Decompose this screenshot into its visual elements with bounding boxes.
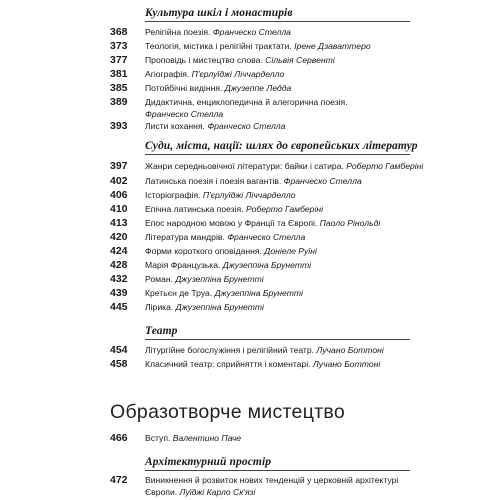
toc-entry <box>0 259 500 273</box>
entry-page-number: 466 <box>110 432 128 444</box>
entry-text <box>145 217 490 229</box>
section-rule <box>145 154 410 155</box>
part-heading: Образотворче мистецтво <box>110 401 345 423</box>
entry-page-number: 445 <box>110 301 128 313</box>
entry-title: Дидактична, енциклопедична й алегорична поезія. <box>145 97 348 107</box>
entry-page-number: 432 <box>110 273 128 285</box>
toc-entry <box>0 287 500 301</box>
entry-page-number: 385 <box>110 82 128 94</box>
entry-title: Потойбічні видіння. <box>145 83 223 93</box>
entry-author: Франческо Стелла <box>227 232 306 242</box>
entry-page-number: 428 <box>110 259 128 271</box>
toc-entry <box>0 40 500 54</box>
entry-author: Ірене Дзаваттеро <box>294 41 371 51</box>
entry-text <box>145 474 490 498</box>
entry-text <box>145 82 490 94</box>
toc-entry <box>0 474 500 500</box>
entry-text <box>145 26 490 38</box>
entry-text <box>145 54 490 66</box>
entry-author: Джузеппіна Брунетті <box>175 302 264 312</box>
toc-entry <box>0 245 500 259</box>
entry-page-number: 454 <box>110 344 128 356</box>
section-heading-theatre: Театр <box>145 325 178 337</box>
entry-text <box>145 231 490 243</box>
entry-title: Марія Французька. <box>145 260 221 270</box>
entry-page-number: 472 <box>110 474 128 486</box>
section-rule <box>145 21 410 22</box>
section-rule <box>145 470 410 471</box>
entry-title: Історіографія. <box>145 190 201 200</box>
entry-text <box>145 160 490 172</box>
entry-text <box>145 273 490 285</box>
toc-entry <box>0 301 500 315</box>
entry-author: П'єрлуїджі Ліччарделло <box>202 190 296 200</box>
entry-page-number: 424 <box>110 245 128 257</box>
entry-text <box>145 40 490 52</box>
entry-author: Франческо Стелла <box>283 176 362 186</box>
entry-title: Роман. <box>145 274 173 284</box>
entry-text <box>145 432 490 444</box>
toc-entry <box>0 26 500 40</box>
entry-page-number: 410 <box>110 203 128 215</box>
entry-title: Листи кохання. <box>145 121 205 131</box>
toc-entry <box>0 231 500 245</box>
entry-author: Франческо Стелла <box>212 27 291 37</box>
section-rule <box>145 339 410 340</box>
entry-text <box>145 245 490 257</box>
entry-text <box>145 175 490 187</box>
entry-title: Класичний театр: сприйняття і коментарі. <box>145 359 311 369</box>
entry-page-number: 397 <box>110 160 128 172</box>
toc-entry <box>0 82 500 96</box>
toc-entry <box>0 68 500 82</box>
entry-page-number: 402 <box>110 175 128 187</box>
entry-author: Джузеппіна Брунетті <box>214 288 303 298</box>
entry-title: Вступ. <box>145 433 171 443</box>
toc-entry <box>0 189 500 203</box>
entry-author: Сільвія Сервенті <box>265 55 335 65</box>
entry-text <box>145 189 490 201</box>
entry-page-number: 373 <box>110 40 128 52</box>
toc-entry <box>0 120 500 134</box>
entry-title: Латинська поезія і поезія вагантів. <box>145 176 282 186</box>
entry-author: Роберто Гамберіні <box>245 204 324 214</box>
toc-entry <box>0 54 500 68</box>
entry-author: П'єрлуїджі Ліччарделло <box>191 69 285 79</box>
entry-author: Франческо Стелла <box>145 109 224 119</box>
toc-entry <box>0 160 500 174</box>
toc-entry <box>0 175 500 189</box>
section-heading-courts: Суди, міста, нації: шлях до європейських літератур <box>145 140 418 152</box>
toc-entry <box>0 217 500 231</box>
entry-page-number: 393 <box>110 120 128 132</box>
entry-author: Луїджі Карло Ск'язі <box>179 487 256 497</box>
entry-page-number: 420 <box>110 231 128 243</box>
entry-title-continued: Європи. <box>145 487 178 497</box>
entry-author: Доніеле Руїні <box>264 246 317 256</box>
entry-title: Агіографія. <box>145 69 190 79</box>
toc-entry <box>0 203 500 217</box>
entry-author: Франческо Стелла <box>207 121 286 131</box>
entry-title: Література мандрів. <box>145 232 225 242</box>
entry-title: Літургійне богослужіння і релігійний театр. <box>145 345 315 355</box>
entry-text <box>145 68 490 80</box>
entry-text <box>145 120 490 132</box>
entry-author: Паоло Рінольді <box>319 218 381 228</box>
entry-author: Джузеппе Ледда <box>224 83 292 93</box>
entry-title: Форми короткого оповідання. <box>145 246 262 256</box>
entry-title: Проповідь і мистецтво слова. <box>145 55 263 65</box>
entry-title: Лірика. <box>145 302 174 312</box>
entry-author: Роберто Гамберіні <box>346 161 424 171</box>
toc-entry <box>0 273 500 287</box>
entry-title: Епос народною мовою у Франції та Європі. <box>145 218 318 228</box>
entry-author: Валентино Паче <box>172 433 242 443</box>
entry-title: Кретьєн де Труа. <box>145 288 213 298</box>
entry-text <box>145 96 490 120</box>
entry-text <box>145 344 490 356</box>
entry-page-number: 406 <box>110 189 128 201</box>
entry-page-number: 439 <box>110 287 128 299</box>
entry-title: Релігійна поезія. <box>145 27 211 37</box>
entry-author: Лучано Боттоні <box>316 345 384 355</box>
entry-text <box>145 259 490 271</box>
entry-text <box>145 301 490 313</box>
entry-text <box>145 203 490 215</box>
section-heading-architecture: Архітектурний простір <box>145 456 272 468</box>
entry-title: Жанри середньовічної літератури: байки і сатира. <box>145 161 344 171</box>
toc-entry <box>0 432 500 446</box>
entry-page-number: 458 <box>110 358 128 370</box>
entry-title: Теологія, містика і релігійні трактати. <box>145 41 292 51</box>
entry-title: Епічна латинська поезія. <box>145 204 244 214</box>
entry-text <box>145 358 490 370</box>
toc-entry <box>0 344 500 358</box>
entry-page-number: 413 <box>110 217 128 229</box>
entry-page-number: 389 <box>110 96 128 108</box>
entry-author: Лучано Боттоні <box>312 359 381 369</box>
entry-page-number: 368 <box>110 26 128 38</box>
entry-page-number: 377 <box>110 54 128 66</box>
entry-page-number: 381 <box>110 68 128 80</box>
entry-title: Виникнення й розвиток нових тенденцій у церковній архітектурі <box>145 475 399 485</box>
entry-author: Джузеппіна Брунетті <box>175 274 264 284</box>
entry-text <box>145 287 490 299</box>
entry-author: Джузеппіна Брунетті <box>222 260 312 270</box>
section-heading-culture: Культура шкіл і монастирів <box>145 7 293 19</box>
toc-entry <box>0 358 500 372</box>
